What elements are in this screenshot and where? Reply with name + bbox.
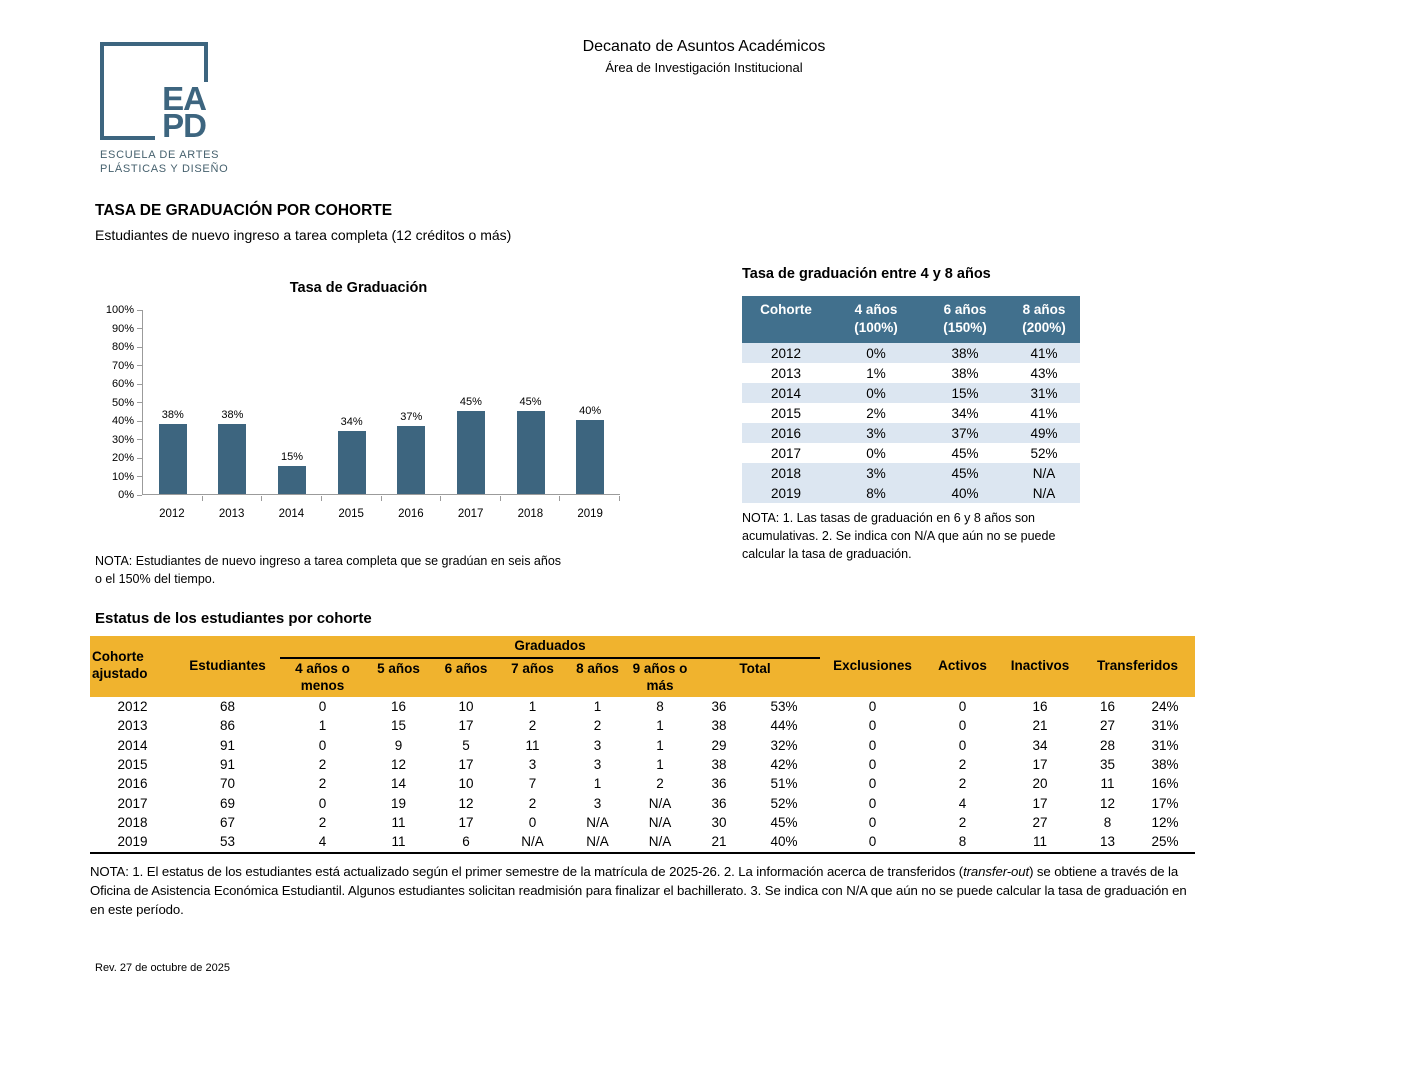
status-table-cell: 2015 (117, 756, 148, 772)
rate-table-cell: 1% (866, 365, 886, 381)
status-table-cell: 13 (1100, 834, 1116, 850)
status-table-cell: 2 (318, 756, 327, 772)
status-header-5y: 5 años (365, 658, 432, 697)
bar-group (560, 310, 620, 494)
org-header (0, 38, 1408, 75)
rate-header-4y (830, 296, 922, 343)
rate-table-cell: 45% (922, 463, 1008, 483)
bar-group (143, 310, 203, 494)
status-table-cell: 29 (711, 737, 727, 753)
bar-group (501, 310, 561, 494)
status-table-cell: 2 (318, 776, 327, 792)
status-table-cell: 7 (528, 776, 537, 792)
school-name-line2: PLÁSTICAS Y DISEÑO (100, 163, 229, 176)
rate-header-6y-line2: (150%) (943, 320, 987, 336)
rate-table-title: Tasa de graduación entre 4 y 8 años (742, 266, 991, 282)
rate-header-4y-line2: (100%) (854, 320, 898, 336)
x-axis (142, 508, 620, 520)
status-table-cell: 42% (770, 756, 798, 772)
status-table-cell: 16 (1100, 698, 1116, 714)
status-table-cell: 51% (770, 776, 798, 792)
bar-group (262, 310, 322, 494)
status-header-exclusiones: Exclusiones (820, 636, 925, 697)
status-table-cell: 1 (593, 698, 602, 714)
status-header-6y: 6 años (432, 658, 500, 697)
status-table-cell: 0 (958, 698, 967, 714)
status-table-cell: 2 (958, 776, 967, 792)
status-table-cell: 0 (318, 698, 327, 714)
rate-table-section (742, 266, 1086, 564)
rate-header-cohorte (742, 296, 830, 343)
status-table-cell: 11 (391, 815, 406, 831)
chart-body (95, 304, 640, 502)
status-note-part2: ) se obtiene a través de la Oficina de Asistencia Económica Estudiantil. Algunos estudiantes solicitan readmisión para finalizar el bachillerato. 3. Se indica con N/A que aún no se puede calcular la tasa de graduación en en este período. (90, 863, 1187, 917)
bar (159, 424, 187, 494)
graduation-rate-chart (95, 280, 640, 520)
status-table-cell: 36 (711, 776, 727, 792)
status-table-cell: 16 (1032, 698, 1048, 714)
status-table-cell: 0 (868, 698, 877, 714)
status-table-cell: 17 (458, 718, 474, 734)
status-table-cell: 14 (390, 776, 407, 792)
rate-table-cell: 52% (1030, 445, 1058, 461)
status-table-cell: 30 (711, 815, 727, 831)
rate-table-cell: 31% (1008, 383, 1080, 403)
status-table-cell: 2013 (117, 718, 148, 734)
rate-table-row (742, 463, 1080, 483)
status-table-cell: 17 (1032, 795, 1048, 811)
rate-table-cell: 45% (951, 445, 979, 461)
x-tick-label: 2018 (517, 508, 544, 520)
status-table-cell: 2019 (117, 834, 148, 850)
status-table-cell: 25% (1151, 834, 1179, 850)
status-table-cell: 2012 (117, 698, 148, 714)
status-table-cell: N/A (648, 795, 672, 811)
org-dean-line: Decanato de Asuntos Académicos (582, 38, 826, 55)
status-table-cell: 44% (770, 718, 798, 734)
status-table-cell: 38 (711, 718, 727, 734)
status-table-cell: 24% (1151, 698, 1179, 714)
status-table-cell: 17 (1032, 756, 1048, 772)
rate-table (742, 296, 1080, 503)
rate-table-cell: 15% (922, 383, 1008, 403)
status-table-cell: 67 (219, 815, 236, 831)
status-table-cell: 0 (868, 795, 877, 811)
status-header-graduados-group: Graduados (280, 636, 820, 658)
status-table-cell: 38% (1151, 756, 1179, 772)
status-table-cell: 31% (1151, 737, 1179, 753)
status-table-row (90, 735, 1195, 754)
status-table-row (90, 774, 1195, 793)
bar-value-label: 34% (340, 416, 363, 428)
status-table-cell: 0 (528, 815, 537, 831)
status-table-cell: 28 (1100, 737, 1116, 753)
rate-table-cell: 0% (866, 445, 886, 461)
status-table-cell: 2 (318, 815, 327, 831)
status-header-inactivos: Inactivos (1000, 636, 1080, 697)
status-table-title: Estatus de los estudiantes por cohorte (95, 610, 372, 627)
eapd-logo-acronym-bottom: PD (162, 107, 206, 145)
rate-table-row (742, 423, 1080, 443)
status-table-cell: 0 (958, 718, 967, 734)
school-name (100, 148, 230, 177)
status-table-cell: 45% (770, 815, 798, 831)
rate-table-row (742, 343, 1080, 363)
status-table-cell: 1 (656, 718, 664, 734)
rate-table-cell: 0% (830, 383, 922, 403)
status-table-cell: 2 (593, 718, 602, 734)
status-table-cell: 91 (219, 737, 236, 753)
y-tick-label: 90% (95, 322, 142, 336)
status-table-cell: 2 (958, 815, 967, 831)
status-note-part1: NOTA: 1. El estatus de los estudiantes está actualizado según el primer semestre de la matrícula de 2025-26. 2. La información acerca de transferidos ( (90, 863, 964, 879)
rate-header-cohorte-line1: Cohorte (760, 302, 812, 317)
bar-value-label: 38% (161, 409, 184, 421)
status-table-cell: 3 (593, 737, 602, 753)
rate-table-cell: 34% (951, 405, 979, 421)
status-table-cell: 11 (525, 737, 540, 753)
status-table-cell: 1 (593, 776, 602, 792)
status-table-cell: 31% (1151, 718, 1179, 734)
status-table-cell: 1 (656, 737, 664, 753)
status-table-cell: 27 (1100, 718, 1116, 734)
rate-table-body (742, 343, 1080, 503)
status-table-cell: 70 (219, 776, 236, 792)
status-table-cell: 21 (711, 834, 727, 850)
page-subtitle: Estudiantes de nuevo ingreso a tarea completa (12 créditos o más) (95, 227, 512, 243)
rate-table-cell: 2016 (742, 423, 830, 443)
status-table-cell: 0 (318, 737, 327, 753)
status-table-cell: 1 (318, 718, 327, 734)
status-table-row (90, 794, 1195, 813)
page-title: TASA DE GRADUACIÓN POR COHORTE (95, 202, 393, 219)
status-table-cell: 17% (1151, 795, 1179, 811)
y-tick-label: 30% (95, 433, 142, 447)
status-header-estudiantes: Estudiantes (175, 636, 280, 697)
status-table-cell: 17 (458, 815, 474, 831)
status-table (90, 636, 1195, 854)
bar-group (441, 310, 501, 494)
status-table-cell: 12% (1151, 815, 1179, 831)
rate-table-cell: 3% (830, 463, 922, 483)
bar-value-label: 15% (281, 451, 304, 463)
status-table-cell: 10 (458, 776, 474, 792)
status-table-cell: 69 (219, 795, 236, 811)
status-table-cell: 2 (656, 776, 664, 792)
rate-table-cell: 38% (951, 365, 979, 381)
chart-title: Tasa de Graduación (289, 280, 428, 296)
status-note-italic: transfer-out (963, 863, 1030, 879)
x-tick-label: 2019 (577, 508, 603, 520)
status-table-cell: 8 (958, 834, 967, 850)
rate-table-cell: N/A (1008, 483, 1080, 503)
y-tick-label: 20% (95, 451, 142, 465)
status-table-cell: 0 (318, 795, 327, 811)
status-header-4y: 4 años o menos (280, 658, 365, 697)
status-table-cell: 15 (390, 718, 407, 734)
x-tick-label: 2013 (218, 508, 245, 520)
status-table-cell: 3 (593, 756, 602, 772)
status-table-cell: N/A (586, 815, 609, 831)
status-table-cell: 2017 (117, 795, 148, 811)
x-tick-label: 2014 (278, 508, 305, 520)
status-table-cell: 35 (1100, 756, 1116, 772)
status-table-cell: 19 (390, 795, 407, 811)
intro-block (95, 202, 511, 243)
rate-table-cell: 2019 (742, 483, 830, 503)
rate-table-row (742, 443, 1080, 463)
plot-area (142, 310, 620, 495)
status-table-cell: 2 (528, 795, 537, 811)
y-tick-label: 0% (95, 488, 142, 502)
rate-table-row (742, 383, 1080, 403)
bar-group (382, 310, 442, 494)
status-table-cell: N/A (648, 815, 672, 831)
status-header-9y: 9 años o más (630, 658, 690, 697)
status-table-cell: 2016 (117, 776, 148, 792)
status-header-total: Total (690, 658, 820, 697)
status-table-cell: 12 (390, 756, 407, 772)
rate-header-8y-line2: (200%) (1022, 320, 1066, 336)
status-table-row (90, 697, 1195, 716)
rate-table-cell: 40% (922, 483, 1008, 503)
chart-note: NOTA: Estudiantes de nuevo ingreso a tarea completa que se gradúan en seis años o el 150% del tiempo. (95, 554, 562, 587)
status-table-cell: 17 (458, 756, 474, 772)
status-table-cell: 32% (770, 737, 798, 753)
eapd-logo-acronym (155, 79, 208, 145)
rate-table-cell: 2018 (742, 463, 830, 483)
status-table-cell: 1 (656, 756, 664, 772)
y-axis (95, 303, 142, 502)
x-tick-label: 2016 (398, 508, 424, 520)
status-table-cell: 34 (1032, 737, 1048, 753)
status-table-cell: 27 (1032, 815, 1048, 831)
status-table-cell: 11 (1033, 834, 1048, 850)
status-table-cell: 36 (711, 698, 727, 714)
status-table-cell: 4 (958, 795, 967, 811)
status-table-cell: 0 (868, 718, 877, 734)
bar-group (203, 310, 263, 494)
eapd-logo-acronym-top: EA (162, 79, 206, 117)
status-table-cell: 6 (462, 834, 470, 850)
status-table-row (90, 813, 1195, 832)
y-tick-label: 60% (95, 377, 142, 391)
status-table-cell: 3 (593, 795, 602, 811)
bar-value-label: 45% (459, 396, 482, 408)
status-table-cell: 53 (219, 834, 236, 850)
status-table-cell: N/A (521, 834, 544, 850)
y-tick-label: 80% (95, 340, 142, 354)
status-table-cell: 4 (318, 834, 327, 850)
status-header-row-1 (90, 636, 1195, 658)
status-table-cell: 10 (458, 698, 474, 714)
status-table-cell: 8 (1103, 815, 1112, 831)
rate-table-cell: 8% (830, 483, 922, 503)
status-table-cell: 9 (394, 737, 403, 753)
y-tick-label: 40% (95, 414, 142, 428)
status-table-row (90, 755, 1195, 774)
rate-table-cell: 41% (1030, 405, 1058, 421)
bar-value-label: 40% (579, 405, 602, 417)
revision-date: Rev. 27 de octubre de 2025 (95, 962, 230, 974)
status-table-cell: N/A (586, 834, 609, 850)
status-table-cell: 0 (958, 737, 967, 753)
bar-group (322, 310, 382, 494)
status-table-cell: 12 (458, 795, 474, 811)
status-table-cell: 12 (1100, 795, 1116, 811)
y-tick-label: 50% (95, 396, 142, 410)
bar (278, 466, 306, 494)
status-table-cell: N/A (648, 834, 672, 850)
org-area-line: Área de Investigación Institucional (605, 60, 803, 75)
rate-table-note: NOTA: 1. Las tasas de graduación en 6 y 8 años son acumulativas. 2. Se indica con N/A que aún no se puede calcular la tasa de graduación. (742, 511, 1056, 561)
status-table-cell: 5 (462, 737, 470, 753)
x-tick-label: 2015 (338, 508, 364, 520)
status-table-cell: 53% (770, 698, 798, 714)
rate-table-row (742, 403, 1080, 423)
status-table-cell: 2 (528, 718, 537, 734)
status-table-cell: 86 (219, 718, 236, 734)
status-table-cell: 36 (711, 795, 727, 811)
rate-table-cell: 43% (1030, 365, 1058, 381)
status-table-cell: 40% (770, 834, 798, 850)
status-table-cell: 11 (391, 834, 406, 850)
rate-table-cell: 49% (1008, 423, 1080, 443)
y-tick-label: 10% (95, 470, 142, 484)
status-table-body (90, 697, 1195, 853)
status-table-cell: 3 (528, 756, 537, 772)
status-table-cell: 52% (770, 795, 798, 811)
rate-table-cell: N/A (1008, 463, 1080, 483)
rate-table-cell: 2% (866, 405, 886, 421)
status-table-cell: 21 (1032, 718, 1048, 734)
status-table-cell: 0 (868, 834, 877, 850)
status-table-cell: 8 (656, 698, 664, 714)
bar-value-label: 38% (221, 409, 244, 421)
status-table-cell: 2014 (117, 737, 148, 753)
status-table-row (90, 832, 1195, 852)
status-table-cell: 16 (390, 698, 407, 714)
bar (397, 426, 425, 494)
status-table-cell: 1 (528, 698, 537, 714)
rate-header-8y-line1: 8 años (1022, 302, 1066, 317)
status-table-cell: 68 (219, 698, 236, 714)
status-header-8y: 8 años (565, 658, 630, 697)
x-tick-label: 2012 (159, 508, 185, 520)
y-tick-label: 100% (95, 303, 142, 317)
status-table-section (90, 610, 1195, 919)
status-table-cell: 0 (868, 756, 877, 772)
status-header-transferidos: Transferidos (1080, 636, 1195, 697)
bar (338, 431, 366, 494)
rate-table-cell: 2013 (770, 365, 802, 381)
status-table-cell: 0 (868, 815, 877, 831)
x-tick-label: 2017 (457, 508, 484, 520)
status-table-note (90, 862, 1192, 919)
rate-table-cell: 2012 (742, 343, 830, 363)
rate-table-cell: 37% (922, 423, 1008, 443)
status-table-cell: 0 (868, 776, 877, 792)
status-header-activos: Activos (925, 636, 1000, 697)
status-header-7y: 7 años (500, 658, 565, 697)
status-table-cell: 38 (711, 756, 727, 772)
bar (576, 420, 604, 494)
rate-table-cell: 3% (830, 423, 922, 443)
status-table-row (90, 716, 1195, 735)
bar (517, 411, 545, 494)
status-header-cohorte: Cohorte ajustado (90, 636, 175, 697)
status-table-cell: 20 (1032, 776, 1048, 792)
rate-table-cell: 2014 (742, 383, 830, 403)
status-table-cell: 2 (958, 756, 967, 772)
rate-header-8y (1008, 296, 1080, 343)
rate-table-cell: 41% (1008, 343, 1080, 363)
rate-table-header-row (742, 296, 1080, 343)
school-name-line1: ESCUELA DE ARTES (100, 149, 220, 161)
status-table-cell: 16% (1151, 776, 1179, 792)
rate-header-6y (922, 296, 1008, 343)
bar (457, 411, 485, 494)
rate-table-cell: 0% (830, 343, 922, 363)
y-tick-label: 70% (95, 359, 142, 373)
bar-value-label: 37% (400, 411, 423, 423)
status-table-cell: 0 (868, 737, 877, 753)
rate-table-row (742, 483, 1080, 503)
rate-table-cell: 2017 (770, 445, 802, 461)
status-table-cell: 2018 (117, 815, 148, 831)
status-table-cell: 11 (1100, 776, 1115, 792)
bar-value-label: 45% (519, 396, 542, 408)
bar (218, 424, 246, 494)
status-table-cell: 91 (219, 756, 236, 772)
rate-header-4y-line1: 4 años (854, 302, 898, 317)
rate-header-6y-line1: 6 años (943, 302, 987, 317)
rate-table-cell: 38% (922, 343, 1008, 363)
rate-table-row (742, 363, 1080, 383)
rate-table-cell: 2015 (770, 405, 802, 421)
